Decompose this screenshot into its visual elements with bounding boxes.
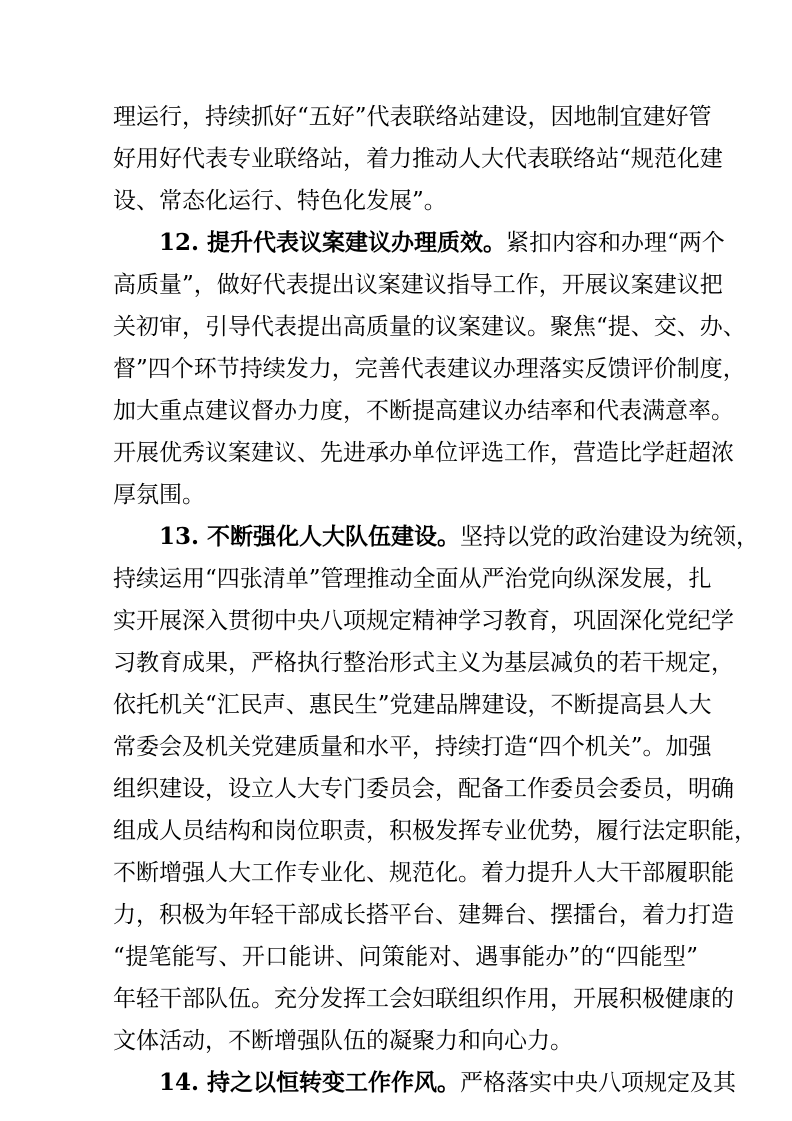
text-line: 督”四个环节持续发力，完善代表建议办理落实反馈评价制度， (113, 356, 746, 382)
section-heading-13: 13. 不断强化人大队伍建设。 (159, 523, 461, 550)
text-line: 关初审，引导代表提出高质量的议案建议。聚焦“提、交、办、 (113, 314, 746, 340)
text-line: 年轻干部队伍。充分发挥工会妇联组织作用，开展积极健康的 (113, 986, 734, 1012)
text-line: 好用好代表专业联络站，着力推动人大代表联络站“规范化建 (113, 146, 723, 172)
section-heading-14: 14. 持之以恒转变工作作风。 (159, 1069, 461, 1096)
text-line: “提笔能写、开口能讲、问策能对、遇事能办”的“四能型” (113, 944, 698, 970)
text-line: 开展优秀议案建议、先进承办单位评选工作，营造比学赶超浓 (113, 440, 734, 466)
text-line: 力，积极为年轻干部成长搭平台、建舞台、摆擂台，着力打造 (113, 902, 734, 928)
text-line: 设、常态化运行、特色化发展”。 (113, 188, 447, 214)
text-line: 文体活动，不断增强队伍的凝聚力和向心力。 (113, 1028, 573, 1054)
text-run: 坚持以党的政治建设为统领， (460, 524, 760, 550)
section-heading-12: 12. 提升代表议案建议办理质效。 (159, 229, 507, 256)
text-line: 加大重点建议督办力度，不断提高建议办结率和代表满意率。 (113, 398, 734, 424)
text-line: 持续运用“四张清单”管理推动全面从严治党向纵深发展，扎 (113, 566, 712, 592)
text-line: 常委会及机关党建质量和水平，持续打造“四个机关”。加强 (113, 734, 712, 760)
text-run: 紧扣内容和办理“两个 (506, 230, 725, 256)
text-line: 实开展深入贯彻中央八项规定精神学习教育，巩固深化党纪学 (113, 608, 734, 634)
text-line: 高质量”，做好代表提出议案建议指导工作，开展议案建议把 (113, 272, 723, 298)
text-line: 厚氛围。 (113, 482, 205, 508)
text-line: 习教育成果，严格执行整治形式主义为基层减负的若干规定， (113, 650, 734, 676)
text-line: 依托机关“汇民声、惠民生”党建品牌建设，不断提高县人大 (113, 692, 712, 718)
text-line: 组织建设，设立人大专门委员会，配备工作委员会委员，明确 (113, 776, 734, 802)
text-line: 组成人员结构和岗位职责，积极发挥专业优势，履行法定职能， (113, 818, 757, 844)
text-run: 严格落实中央八项规定及其 (460, 1070, 737, 1096)
paragraph-12-first-line (113, 222, 725, 264)
text-line: 理运行，持续抓好“五好”代表联络站建设，因地制宜建好管 (113, 104, 712, 130)
body-text (113, 96, 760, 1104)
paragraph-14-first-line (113, 1062, 737, 1104)
text-line: 不断增强人大工作专业化、规范化。着力提升人大干部履职能 (113, 860, 734, 886)
paragraph-13-first-line (113, 516, 760, 558)
